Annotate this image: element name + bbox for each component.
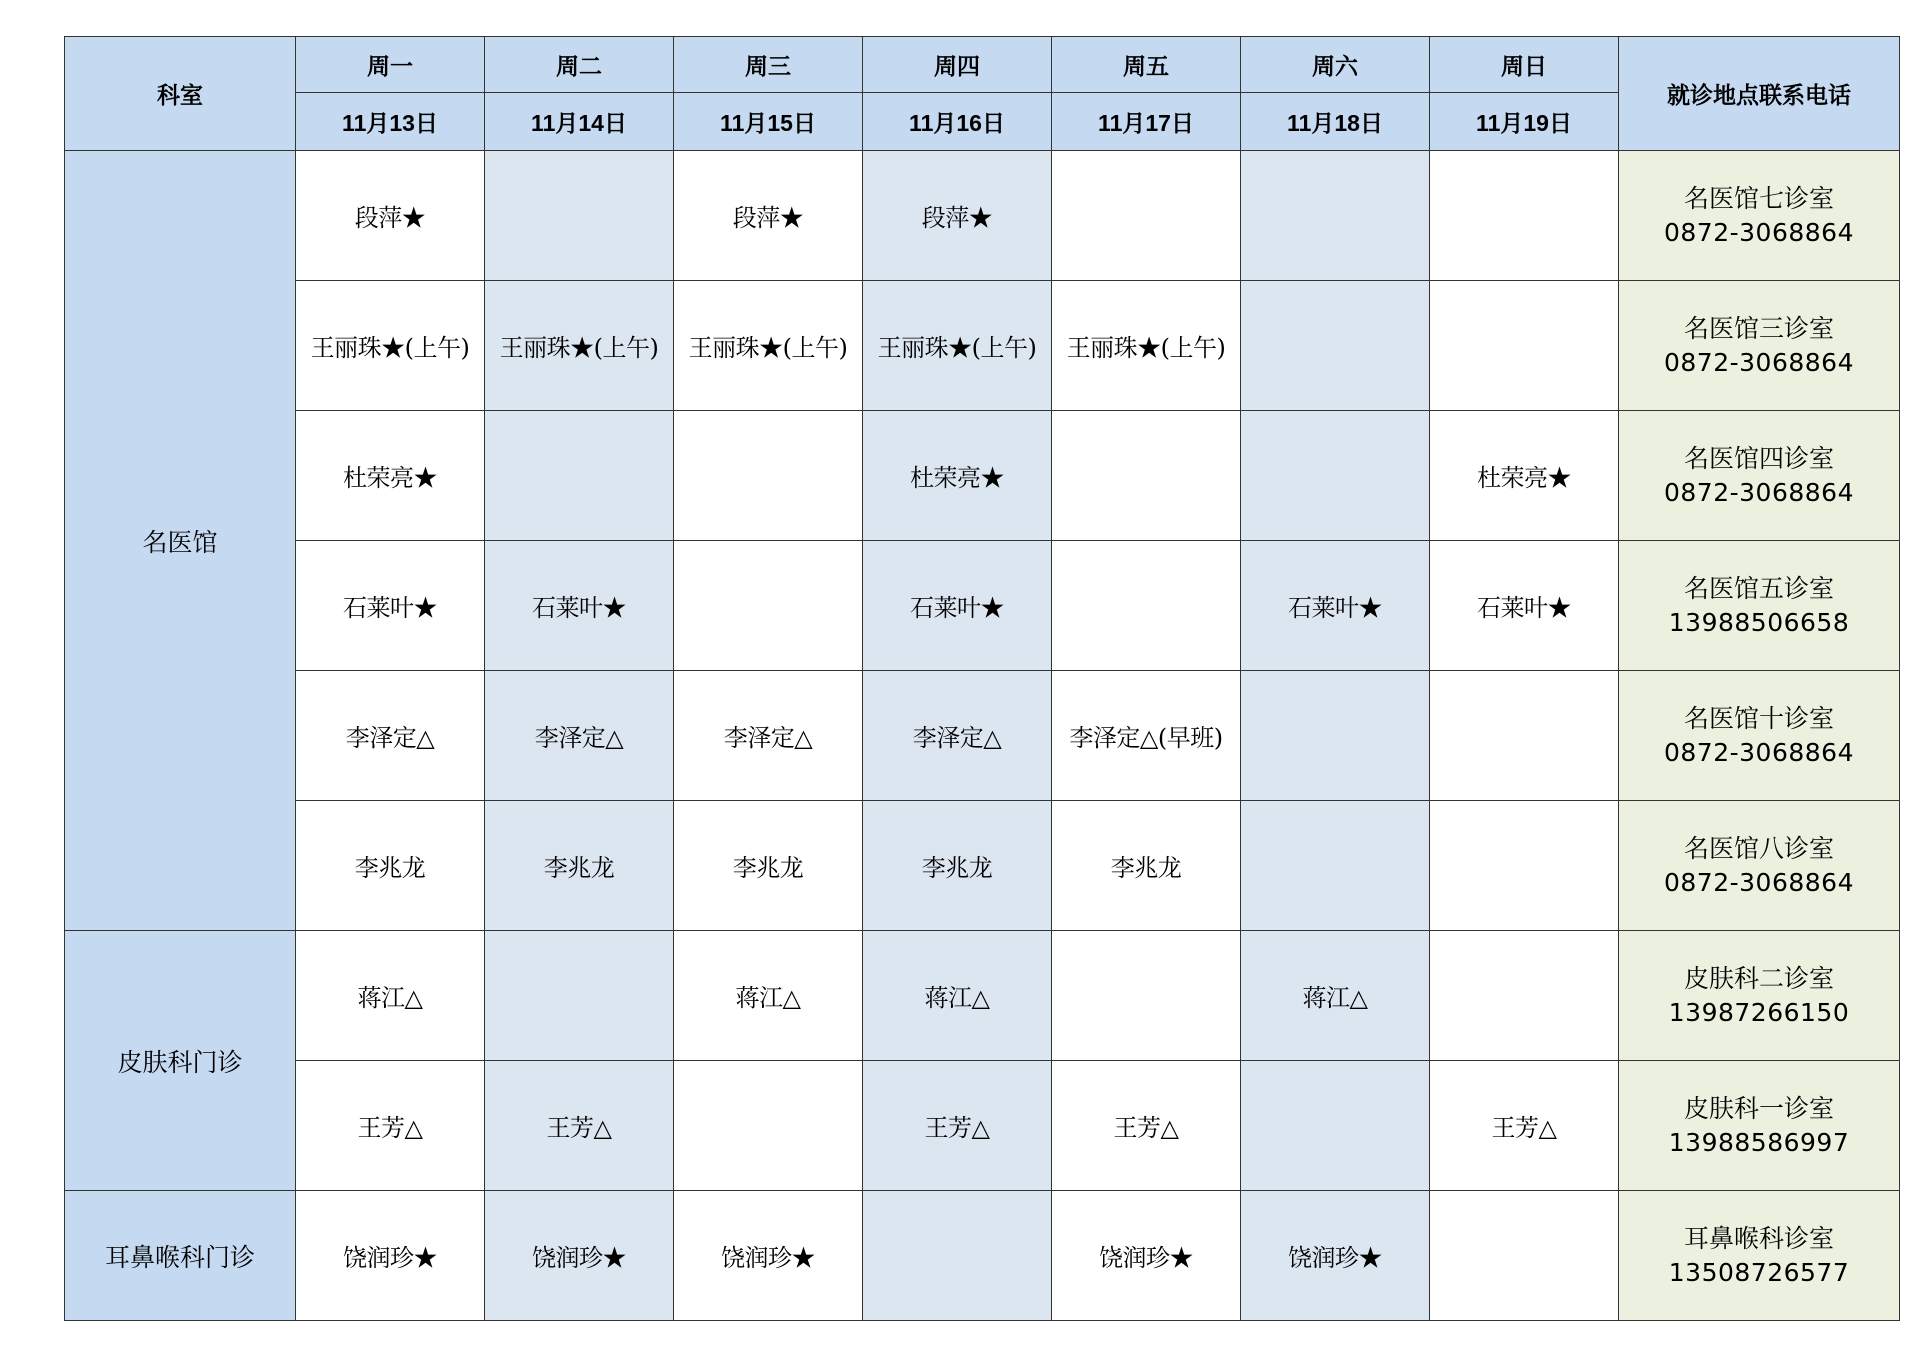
table-row (65, 281, 1900, 411)
doctor-shift-cell: 杜荣亮★ (863, 411, 1052, 541)
doctor-shift-cell (1241, 411, 1430, 541)
doctor-shift-cell: 段萍★ (296, 151, 485, 281)
doctor-shift-cell (1241, 1061, 1430, 1191)
doctor-shift-cell: 王芳△ (1052, 1061, 1241, 1191)
doctor-shift-cell (1430, 151, 1619, 281)
clinic-contact-cell (1619, 931, 1900, 1061)
doctor-shift-cell (1430, 671, 1619, 801)
doctor-shift-cell: 王芳△ (485, 1061, 674, 1191)
clinic-room-name: 皮肤科一诊室 (1683, 1093, 1834, 1123)
clinic-room-name: 名医馆三诊室 (1683, 313, 1834, 343)
doctor-shift-cell: 石莱叶★ (1241, 541, 1430, 671)
clinic-room-name: 皮肤科二诊室 (1683, 963, 1834, 993)
clinic-phone-number: 13988506658 (1668, 607, 1850, 637)
doctor-shift-cell: 李兆龙 (863, 801, 1052, 931)
doctor-shift-cell: 石莱叶★ (1430, 541, 1619, 671)
weekday-header-row (65, 37, 1900, 93)
clinic-contact-cell (1619, 1191, 1900, 1321)
doctor-shift-cell: 饶润珍★ (485, 1191, 674, 1321)
doctor-shift-cell: 石莱叶★ (485, 541, 674, 671)
doctor-shift-cell (674, 541, 863, 671)
doctor-shift-cell: 李兆龙 (296, 801, 485, 931)
doctor-shift-cell: 杜荣亮★ (1430, 411, 1619, 541)
doctor-shift-cell: 李泽定△(早班) (1052, 671, 1241, 801)
weekday-header: 周日 (1430, 37, 1619, 93)
clinic-room-name: 名医馆五诊室 (1683, 573, 1834, 603)
table-row (65, 1061, 1900, 1191)
doctor-shift-cell (1052, 151, 1241, 281)
clinic-phone-number: 0872-3068864 (1664, 477, 1854, 507)
weekday-header: 周四 (863, 37, 1052, 93)
doctor-shift-cell: 王芳△ (296, 1061, 485, 1191)
doctor-shift-cell: 王芳△ (1430, 1061, 1619, 1191)
clinic-phone-number: 0872-3068864 (1664, 867, 1854, 897)
doctor-shift-cell (1241, 151, 1430, 281)
doctor-shift-cell (485, 151, 674, 281)
date-header: 11月13日 (296, 93, 485, 151)
clinic-contact-cell (1619, 541, 1900, 671)
doctor-shift-cell: 饶润珍★ (1052, 1191, 1241, 1321)
doctor-shift-cell: 段萍★ (674, 151, 863, 281)
doctor-shift-cell: 饶润珍★ (674, 1191, 863, 1321)
clinic-contact-cell (1619, 281, 1900, 411)
clinic-phone-number: 0872-3068864 (1664, 217, 1854, 247)
doctor-shift-cell: 饶润珍★ (1241, 1191, 1430, 1321)
table-row (65, 801, 1900, 931)
weekday-header: 周五 (1052, 37, 1241, 93)
doctor-shift-cell: 王丽珠★(上午) (863, 281, 1052, 411)
doctor-shift-cell (1430, 801, 1619, 931)
clinic-room-name: 名医馆四诊室 (1683, 443, 1834, 473)
doctor-shift-cell (1241, 671, 1430, 801)
table-body (65, 151, 1900, 1321)
clinic-room-name: 名医馆十诊室 (1683, 703, 1834, 733)
clinic-contact-cell (1619, 1061, 1900, 1191)
table-row (65, 931, 1900, 1061)
doctor-shift-cell: 蒋江△ (863, 931, 1052, 1061)
clinic-phone-number: 0872-3068864 (1664, 737, 1854, 767)
doctor-shift-cell (1430, 281, 1619, 411)
clinic-room-name: 名医馆八诊室 (1683, 833, 1834, 863)
dept-column-header: 科室 (65, 37, 296, 151)
clinic-contact-cell (1619, 671, 1900, 801)
table-row (65, 151, 1900, 281)
doctor-shift-cell (674, 411, 863, 541)
clinic-contact-cell (1619, 801, 1900, 931)
clinic-contact-cell (1619, 411, 1900, 541)
doctor-shift-cell (485, 411, 674, 541)
doctor-shift-cell (1241, 801, 1430, 931)
doctor-shift-cell: 蒋江△ (674, 931, 863, 1061)
table-row (65, 1191, 1900, 1321)
doctor-shift-cell: 李泽定△ (485, 671, 674, 801)
doctor-shift-cell: 李泽定△ (863, 671, 1052, 801)
doctor-shift-cell: 王丽珠★(上午) (1052, 281, 1241, 411)
doctor-shift-cell (674, 1061, 863, 1191)
date-header: 11月18日 (1241, 93, 1430, 151)
doctor-shift-cell: 李兆龙 (1052, 801, 1241, 931)
table-row (65, 541, 1900, 671)
weekday-header: 周三 (674, 37, 863, 93)
doctor-shift-cell: 蒋江△ (296, 931, 485, 1061)
table-row (65, 671, 1900, 801)
clinic-contact-cell (1619, 151, 1900, 281)
doctor-shift-cell (1241, 281, 1430, 411)
doctor-shift-cell: 王丽珠★(上午) (485, 281, 674, 411)
weekday-header: 周二 (485, 37, 674, 93)
doctor-shift-cell: 李泽定△ (296, 671, 485, 801)
doctor-shift-cell: 王丽珠★(上午) (296, 281, 485, 411)
doctor-schedule-table (64, 36, 1900, 1321)
doctor-shift-cell (863, 1191, 1052, 1321)
contact-column-header: 就诊地点联系电话 (1619, 37, 1900, 151)
doctor-shift-cell: 王芳△ (863, 1061, 1052, 1191)
doctor-shift-cell (1052, 931, 1241, 1061)
doctor-shift-cell: 李兆龙 (485, 801, 674, 931)
doctor-shift-cell: 石莱叶★ (863, 541, 1052, 671)
doctor-shift-cell: 蒋江△ (1241, 931, 1430, 1061)
doctor-shift-cell: 石莱叶★ (296, 541, 485, 671)
doctor-shift-cell: 杜荣亮★ (296, 411, 485, 541)
doctor-shift-cell: 王丽珠★(上午) (674, 281, 863, 411)
date-header: 11月15日 (674, 93, 863, 151)
date-header: 11月19日 (1430, 93, 1619, 151)
doctor-shift-cell (1430, 931, 1619, 1061)
department-name: 皮肤科门诊 (65, 931, 296, 1191)
doctor-shift-cell: 李兆龙 (674, 801, 863, 931)
date-header: 11月17日 (1052, 93, 1241, 151)
clinic-phone-number: 0872-3068864 (1664, 347, 1854, 377)
clinic-phone-number: 13508726577 (1668, 1257, 1850, 1287)
date-header: 11月14日 (485, 93, 674, 151)
department-name: 名医馆 (65, 151, 296, 931)
clinic-phone-number: 13987266150 (1668, 997, 1850, 1027)
doctor-shift-cell (1052, 411, 1241, 541)
doctor-shift-cell (485, 931, 674, 1061)
clinic-room-name: 名医馆七诊室 (1683, 183, 1834, 213)
department-name: 耳鼻喉科门诊 (65, 1191, 296, 1321)
table-header (65, 37, 1900, 151)
date-header: 11月16日 (863, 93, 1052, 151)
weekday-header: 周一 (296, 37, 485, 93)
weekday-header: 周六 (1241, 37, 1430, 93)
doctor-shift-cell: 饶润珍★ (296, 1191, 485, 1321)
doctor-shift-cell: 段萍★ (863, 151, 1052, 281)
clinic-room-name: 耳鼻喉科诊室 (1683, 1223, 1834, 1253)
doctor-shift-cell (1430, 1191, 1619, 1321)
clinic-phone-number: 13988586997 (1668, 1127, 1850, 1157)
table-row (65, 411, 1900, 541)
doctor-shift-cell: 李泽定△ (674, 671, 863, 801)
doctor-shift-cell (1052, 541, 1241, 671)
